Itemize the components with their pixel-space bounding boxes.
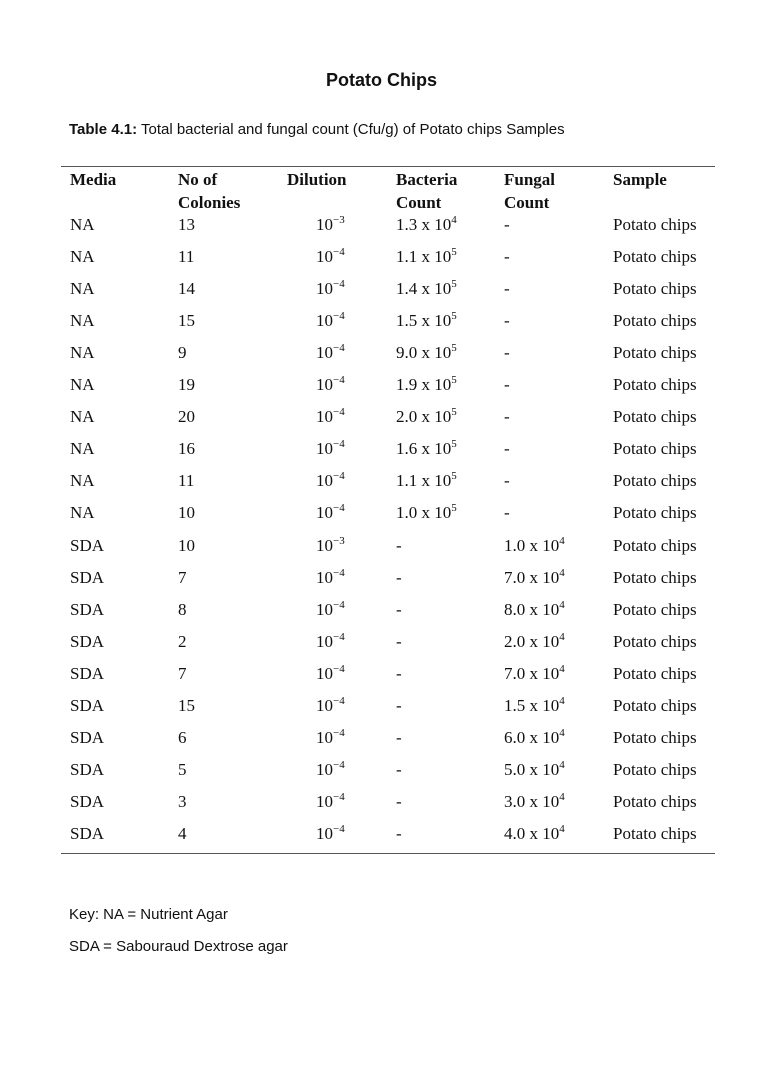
cell-sample: Potato chips	[613, 664, 697, 683]
cell-bacteria-count: 1.9 x $10^5$	[396, 374, 457, 394]
cell-fungal-count: 1.0 x $10^4$	[504, 535, 565, 555]
cell-dilution: $10^{-4}$	[316, 438, 345, 458]
cell-media: SDA	[70, 696, 105, 715]
table-top-rule	[61, 166, 715, 167]
cell-media: SDA	[70, 600, 105, 619]
cell-dilution: $10^{-4}$	[316, 310, 345, 330]
cell-fungal-count: 5.0 x $10^4$	[504, 759, 565, 779]
cell-sample: Potato chips	[613, 375, 697, 394]
cell-sample: Potato chips	[613, 600, 697, 619]
header-fungal-count: Fungal Count	[504, 170, 556, 212]
cell-sample: Potato chips	[613, 407, 697, 426]
cell-colonies: 7	[178, 664, 187, 683]
cell-colonies: 9	[178, 343, 187, 362]
cell-sample: Potato chips	[613, 760, 697, 779]
cell-sample: Potato chips	[613, 696, 697, 715]
cell-fungal-count: 7.0 x $10^4$	[504, 567, 565, 587]
cell-sample: Potato chips	[613, 311, 697, 330]
header-sample: Sample	[613, 170, 667, 189]
cell-fungal-count: -	[504, 343, 510, 362]
cell-media: NA	[70, 471, 95, 490]
cell-media: SDA	[70, 728, 105, 747]
cell-colonies: 3	[178, 792, 187, 811]
cell-colonies: 2	[178, 632, 187, 651]
cell-dilution: $10^{-4}$	[316, 278, 345, 298]
cell-media: NA	[70, 215, 95, 234]
cell-dilution: $10^{-4}$	[316, 791, 345, 811]
cell-dilution: $10^{-4}$	[316, 663, 345, 683]
cell-sample: Potato chips	[613, 279, 697, 298]
cell-fungal-count: -	[504, 279, 510, 298]
table-caption-text: Total bacterial and fungal count (Cfu/g) of Potato chips Samples	[137, 121, 565, 138]
cell-colonies: 11	[178, 471, 195, 490]
cell-bacteria-count: 1.1 x $10^5$	[396, 246, 457, 266]
cell-colonies: 20	[178, 407, 195, 426]
cell-bacteria-count: 1.3 x $10^4$	[396, 214, 457, 234]
cell-fungal-count: 6.0 x $10^4$	[504, 727, 565, 747]
cell-media: SDA	[70, 824, 105, 843]
key-line-na: Key: NA = Nutrient Agar	[69, 906, 228, 923]
cell-dilution: $10^{-4}$	[316, 502, 345, 522]
cell-dilution: $10^{-4}$	[316, 567, 345, 587]
cell-fungal-count: -	[504, 311, 510, 330]
cell-bacteria-count: 1.1 x $10^5$	[396, 470, 457, 490]
cell-sample: Potato chips	[613, 824, 697, 843]
cell-sample: Potato chips	[613, 343, 697, 362]
cell-bacteria-count: -	[396, 696, 402, 715]
cell-colonies: 6	[178, 728, 187, 747]
cell-bacteria-count: -	[396, 760, 402, 779]
cell-bacteria-count: -	[396, 600, 402, 619]
table-caption	[69, 121, 565, 138]
cell-dilution: $10^{-4}$	[316, 631, 345, 651]
header-media: Media	[70, 170, 117, 189]
cell-media: NA	[70, 247, 95, 266]
key-line-sda: SDA = Sabouraud Dextrose agar	[69, 938, 288, 955]
cell-dilution: $10^{-4}$	[316, 470, 345, 490]
cell-colonies: 8	[178, 600, 187, 619]
cell-media: SDA	[70, 792, 105, 811]
cell-colonies: 14	[178, 279, 195, 298]
cell-bacteria-count: -	[396, 536, 402, 555]
cell-sample: Potato chips	[613, 728, 697, 747]
cell-bacteria-count: 1.6 x $10^5$	[396, 438, 457, 458]
page-title: Potato Chips	[326, 70, 437, 90]
table-bottom-rule	[61, 853, 715, 854]
cell-media: NA	[70, 503, 95, 522]
cell-fungal-count: -	[504, 407, 510, 426]
cell-media: NA	[70, 407, 95, 426]
cell-fungal-count: 8.0 x $10^4$	[504, 599, 565, 619]
cell-bacteria-count: -	[396, 792, 402, 811]
cell-media: NA	[70, 279, 95, 298]
cell-bacteria-count: -	[396, 632, 402, 651]
cell-media: NA	[70, 439, 95, 458]
cell-colonies: 4	[178, 824, 187, 843]
cell-media: SDA	[70, 760, 105, 779]
cell-bacteria-count: 9.0 x $10^5$	[396, 342, 457, 362]
cell-colonies: 13	[178, 215, 195, 234]
cell-fungal-count: 2.0 x $10^4$	[504, 631, 565, 651]
cell-sample: Potato chips	[613, 568, 697, 587]
cell-sample: Potato chips	[613, 247, 697, 266]
cell-dilution: $10^{-4}$	[316, 374, 345, 394]
cell-media: NA	[70, 375, 95, 394]
cell-sample: Potato chips	[613, 536, 697, 555]
cell-media: SDA	[70, 664, 105, 683]
cell-fungal-count: 1.5 x $10^4$	[504, 695, 565, 715]
header-colonies: No of Colonies	[178, 170, 241, 212]
cell-sample: Potato chips	[613, 503, 697, 522]
cell-bacteria-count: 2.0 x $10^5$	[396, 406, 457, 426]
cell-sample: Potato chips	[613, 792, 697, 811]
cell-dilution: $10^{-4}$	[316, 759, 345, 779]
cell-fungal-count: -	[504, 439, 510, 458]
cell-dilution: $10^{-3}$	[316, 214, 345, 234]
cell-bacteria-count: -	[396, 824, 402, 843]
cell-media: NA	[70, 343, 95, 362]
cell-colonies: 5	[178, 760, 187, 779]
cell-colonies: 15	[178, 311, 195, 330]
cell-sample: Potato chips	[613, 471, 697, 490]
cell-fungal-count: 4.0 x $10^4$	[504, 823, 565, 843]
cell-bacteria-count: -	[396, 728, 402, 747]
cell-sample: Potato chips	[613, 215, 697, 234]
cell-dilution: $10^{-4}$	[316, 695, 345, 715]
cell-fungal-count: -	[504, 503, 510, 522]
cell-dilution: $10^{-4}$	[316, 246, 345, 266]
table-caption-label: Table 4.1:	[69, 121, 138, 138]
cell-fungal-count: 3.0 x $10^4$	[504, 791, 565, 811]
header-bacteria-count: Bacteria Count	[396, 170, 458, 212]
cell-fungal-count: -	[504, 471, 510, 490]
cell-fungal-count: -	[504, 215, 510, 234]
cell-sample: Potato chips	[613, 439, 697, 458]
cell-colonies: 7	[178, 568, 187, 587]
header-dilution: Dilution	[287, 170, 347, 189]
cell-bacteria-count: -	[396, 568, 402, 587]
cell-dilution: $10^{-4}$	[316, 342, 345, 362]
cell-colonies: 16	[178, 439, 195, 458]
cell-dilution: $10^{-3}$	[316, 535, 345, 555]
cell-dilution: $10^{-4}$	[316, 599, 345, 619]
cell-bacteria-count: 1.5 x $10^5$	[396, 310, 457, 330]
cell-bacteria-count: 1.0 x $10^5$	[396, 502, 457, 522]
cell-dilution: $10^{-4}$	[316, 727, 345, 747]
cell-bacteria-count: 1.4 x $10^5$	[396, 278, 457, 298]
cell-colonies: 10	[178, 536, 195, 555]
cell-fungal-count: 7.0 x $10^4$	[504, 663, 565, 683]
cell-colonies: 15	[178, 696, 195, 715]
cell-sample: Potato chips	[613, 632, 697, 651]
cell-media: SDA	[70, 536, 105, 555]
cell-media: SDA	[70, 632, 105, 651]
cell-fungal-count: -	[504, 375, 510, 394]
cell-media: NA	[70, 311, 95, 330]
cell-dilution: $10^{-4}$	[316, 823, 345, 843]
cell-fungal-count: -	[504, 247, 510, 266]
cell-colonies: 11	[178, 247, 195, 266]
cell-dilution: $10^{-4}$	[316, 406, 345, 426]
cell-colonies: 10	[178, 503, 195, 522]
cell-colonies: 19	[178, 375, 195, 394]
cell-media: SDA	[70, 568, 105, 587]
cell-bacteria-count: -	[396, 664, 402, 683]
